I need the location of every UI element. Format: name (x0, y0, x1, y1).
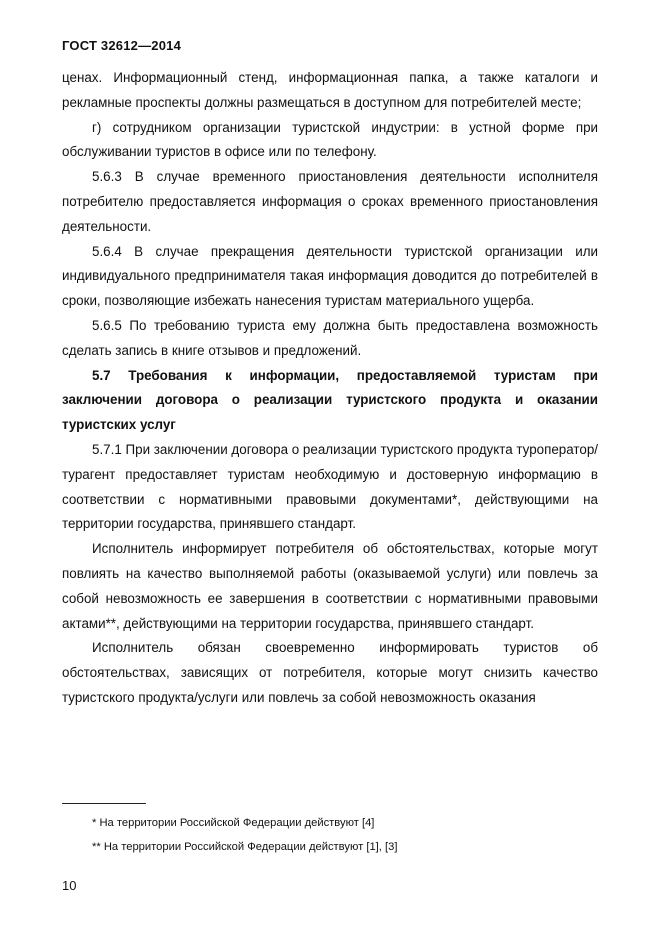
section-heading-5-7: 5.7 Требования к информации, предоставляемой туристам при заключении договора о реализации туристского продукта и оказании туристских услуг (62, 367, 598, 433)
paragraph-item-g: г) сотрудником организации туристской индустрии: в устной форме при обслуживании туристов в офисе или по телефону. (62, 119, 598, 160)
footnote-1: * На территории Российской Федерации действуют [4] (92, 817, 375, 829)
paragraph-executor-informs: Исполнитель информирует потребителя об обстоятельствах, которые могут повлиять на качество выполняемой работы (оказываемой услуги) или повлечь за собой невозможность ее завершения в соответствии с нормативными правовыми актами**, действующими на территории государства, принявшего стандарт. (62, 541, 598, 631)
paragraph-5-7-1: 5.7.1 При заключении договора о реализации туристского продукта туроператор/турагент предоставляет туристам необходимую и достоверную информацию в соответствии с нормативными правовыми документами*, действующими на территории государства, принявшего стандарт. (62, 441, 598, 532)
footnote-2: ** На территории Российской Федерации действуют [1], [3] (92, 841, 398, 853)
paragraph-5-6-4: 5.6.4 В случае прекращения деятельности туристской организации или индивидуального предпринимателя такая информация доводится до потребителей в сроки, позволяющие избежать нанесения туристам материального ущерба. (62, 243, 598, 309)
page-number: 10 (62, 878, 77, 893)
document-header: ГОСТ 32612—2014 (62, 38, 181, 53)
paragraph-5-6-3: 5.6.3 В случае временного приостановления деятельности исполнителя потребителю предоставляется информация о сроках временного приостановления деятельности. (62, 169, 598, 234)
footnote-separator (62, 803, 146, 804)
paragraph-continuation: ценах. Информационный стенд, информационная папка, а также каталоги и рекламные проспекты должны размещаться в доступном для потребителей месте; (62, 70, 598, 110)
footnotes (92, 811, 397, 859)
paragraph-executor-obliged: Исполнитель обязан своевременно информировать туристов об обстоятельствах, зависящих от потребителя, которые могут снизить качество туристского продукта/услуги или повлечь за собой невозможность оказания (62, 640, 598, 705)
paragraph-5-6-5: 5.6.5 По требованию туриста ему должна быть предоставлена возможность сделать запись в книге отзывов и предложений. (62, 317, 598, 358)
body-text (62, 66, 598, 711)
